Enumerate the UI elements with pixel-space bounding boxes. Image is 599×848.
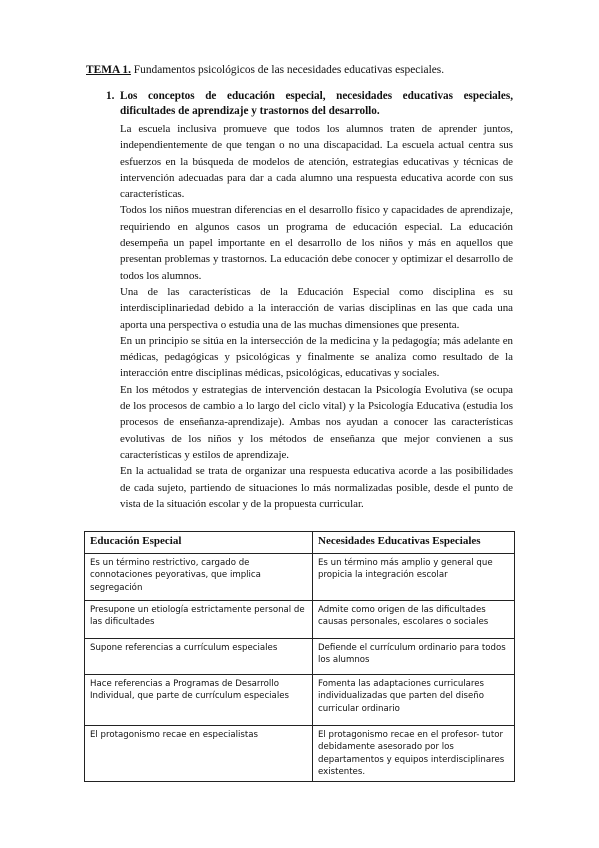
topic-title-text: Fundamentos psicológicos de las necesidades educativas especiales. [130,64,445,76]
table-row [85,675,515,726]
table-cell: El protagonismo recae en especialistas [85,726,313,782]
paragraph: Todos los niños muestran diferencias en el desarrollo físico y capacidades de aprendizaje, requiriendo en algunos casos un programa de educación especial. La educación desempeña un papel importante en el desarrollo de los niños y más en aquellos que presentan problemas y trastornos. La educación debe conocer y optimizar el desarrollo de todos los alumnos. [120,204,513,282]
paragraph: Una de las características de la Educación Especial como disciplina es su interdisciplinariedad debido a la interacción de varias disciplinas en las que cada una aporta una perspectiva o estudia una de las muchas dimensiones que presenta. [120,285,513,331]
table-cell: Es un término restrictivo, cargado de connotaciones peyorativas, que implica segregación [85,554,313,601]
comparison-table [84,531,515,782]
paragraph: En la actualidad se trata de organizar una respuesta educativa acorde a las posibilidades de cada sujeto, partiendo de situaciones lo más normalizadas posible, desde el punto de vista de la situación escolar y de la propuesta curricular. [120,465,513,510]
table-cell: Es un término más amplio y general que propicia la integración escolar [313,554,515,601]
table-cell: Admite como origen de las dificultades causas personales, escolares o sociales [313,601,515,639]
table-header-row [85,532,515,554]
section-number: 1. [106,90,115,102]
table-cell: El protagonismo recae en el profesor- tutor debidamente asesorado por los departamentos y equipos interdisciplinares existentes. [313,726,515,782]
table-row [85,726,515,782]
table-cell: Hace referencias a Programas de Desarrollo Individual, que parte de currículum especiales [85,675,313,726]
topic-title [86,64,444,76]
table-row [85,639,515,675]
column-header: Educación Especial [85,532,313,554]
table-row [85,601,515,639]
table-cell: Fomenta las adaptaciones curriculares individualizadas que parten del diseño curricular ordinario [313,675,515,726]
section-heading-text: Los conceptos de educación especial, necesidades educativas especiales, dificultades de aprendizaje y trastornos del desarrollo. [120,90,513,117]
topic-number: TEMA 1. [86,64,131,76]
paragraph: La escuela inclusiva promueve que todos los alumnos traten de aprender juntos, independientemente de que tengan o no una discapacidad. La escuela actual centra sus esfuerzos en la búsqueda de modelos de atención, estrategias educativas y técnicas de intervención adecuadas para dar a cada alumno una respuesta educativa acorde con sus características. [120,123,513,201]
section-heading [106,89,513,119]
paragraph: En un principio se sitúa en la intersección de la medicina y la pedagogía; más adelante en médicas, pedagógicas y psicológicas y finalmente se analiza como resultado de la interacción entre disciplinas médicas, psicológicas, educativas y sociales. [120,334,513,380]
column-header: Necesidades Educativas Especiales [313,532,515,554]
table-cell: Supone referencias a currículum especiales [85,639,313,675]
section-body [120,121,513,512]
table-cell: Defiende el currículum ordinario para todos los alumnos [313,639,515,675]
paragraph: En los métodos y estrategias de intervención destacan la Psicología Evolutiva (se ocupa de los procesos de cambio a lo largo del ciclo vital) y la Psicología Educativa (estudia los procesos de enseñanza-aprendizaje). Ambas nos ayudan a conocer las características evolutivas de los niños y los métodos de enseñanza que mejor convienen a sus características y estilos de aprendizaje. [120,383,513,461]
table-row [85,554,515,601]
table-cell: Presupone un etiología estrictamente personal de las dificultades [85,601,313,639]
